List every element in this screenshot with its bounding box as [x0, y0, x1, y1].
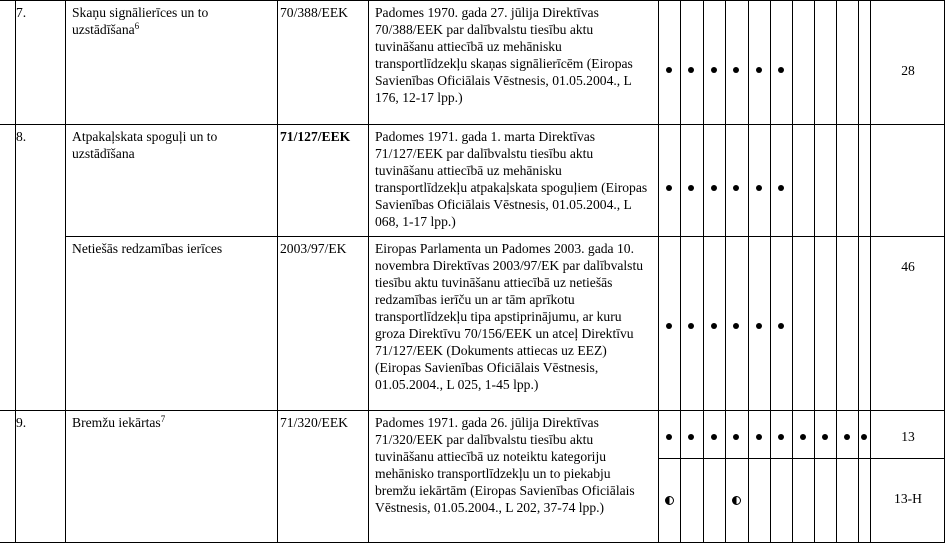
half-circle-icon	[732, 496, 741, 505]
filled-circle-icon	[733, 323, 739, 329]
column-border	[858, 0, 859, 543]
item-name-text: Skaņu signālierīces un to uzstādīšana	[72, 5, 209, 37]
directive-reference: 71/127/EEK	[280, 129, 351, 144]
filled-circle-icon	[800, 434, 806, 440]
row-number: 7.	[16, 5, 27, 20]
column-border	[368, 0, 369, 543]
filled-circle-icon	[822, 434, 828, 440]
filled-circle-icon	[756, 67, 762, 73]
filled-circle-icon	[711, 185, 717, 191]
filled-circle-icon	[666, 185, 672, 191]
item-name-text: Bremžu iekārtas	[72, 415, 161, 430]
page-number: 13	[901, 429, 915, 444]
filled-circle-icon	[666, 67, 672, 73]
row-number: 9.	[16, 415, 27, 430]
column-border	[814, 0, 815, 543]
filled-circle-icon	[711, 434, 717, 440]
column-border	[703, 0, 704, 543]
filled-circle-icon	[688, 67, 694, 73]
column-border	[277, 0, 278, 543]
filled-circle-icon	[711, 67, 717, 73]
row-border	[0, 0, 945, 1]
page-number: 13-H	[894, 491, 922, 506]
row-border	[0, 542, 945, 543]
column-border	[680, 0, 681, 543]
filled-circle-icon	[688, 185, 694, 191]
directive-title: Padomes 1970. gada 27. jūlija Direktīvas 70/388/EEK par dalībvalstu tiesību aktu tuvināšanu attiecībā uz mehānisku transportlīdzekļu skaņas signālierīcēm (Eiropas Savienības Oficiālais Vēstnesis, 01.05.2004., L 176, 12-17 lpp.)	[375, 5, 633, 105]
column-border	[836, 0, 837, 543]
filled-circle-icon	[733, 185, 739, 191]
row-border	[0, 124, 945, 125]
column-border	[65, 0, 66, 543]
item-name	[72, 4, 272, 38]
directive-reference: 2003/97/EK	[280, 241, 347, 256]
directive-title: Eiropas Parlamenta un Padomes 2003. gada 10. novembra Direktīvas 2003/97/EK par dalībvalstu tiesību aktu tuvināšanu attiecībā uz netiešās redzamības ierīču un ar tām aprīkotu transportlīdzekļu tipa apstiprinājumu, ar kuru groza Direktīvu 70/156/EEK un atceļ Direktīvu 71/127/EEK (Dokuments attiecas uz EEZ) (Eiropas Savienības Oficiālais Vēstnesis, 01.05.2004., L 025, 1-45 lpp.)	[375, 241, 644, 392]
item-name: Atpakaļskata spoguļi un to uzstādīšana	[72, 129, 218, 161]
column-border	[792, 0, 793, 543]
column-border	[770, 0, 771, 543]
footnote-marker: 7	[160, 414, 166, 424]
half-circle-icon	[665, 496, 674, 505]
directive-title: Padomes 1971. gada 1. marta Direktīvas 71/127/EEK par dalībvalstu tiesību aktu tuvināšanu attiecībā uz mehānisku transportlīdzekļu atpakaļskata spoguļiem (Eiropas Savienības Oficiālais Vēstnesis, 01.05.2004., L 068, 1-17 lpp.)	[375, 129, 648, 229]
filled-circle-icon	[778, 67, 784, 73]
column-border	[658, 0, 659, 543]
footnote-marker: 6	[134, 21, 140, 31]
filled-circle-icon	[778, 434, 784, 440]
filled-circle-icon	[666, 434, 672, 440]
column-border	[15, 0, 16, 543]
row-border	[65, 236, 945, 237]
filled-circle-icon	[733, 67, 739, 73]
filled-circle-icon	[756, 323, 762, 329]
column-border	[748, 0, 749, 543]
directive-reference: 71/320/EEK	[280, 415, 348, 430]
page-number: 46	[901, 259, 915, 274]
column-border	[725, 0, 726, 543]
item-name	[72, 414, 165, 431]
page-number: 28	[901, 63, 915, 78]
filled-circle-icon	[711, 323, 717, 329]
filled-circle-icon	[688, 434, 694, 440]
row-border	[0, 410, 945, 411]
row-border	[658, 458, 945, 459]
directive-title: Padomes 1971. gada 26. jūlija Direktīvas 71/320/EEK par dalībvalstu tiesību aktu tuvināšanu attiecībā uz noteiktu kategoriju mehānisko transportlīdzekļu un to piekabju bremžu iekārtām (Eiropas Savienības Oficiālais Vēstnesis, 01.05.2004., L 202, 37-74 lpp.)	[375, 415, 635, 515]
directive-reference: 70/388/EEK	[280, 5, 348, 20]
filled-circle-icon	[778, 185, 784, 191]
filled-circle-icon	[778, 323, 784, 329]
filled-circle-icon	[861, 434, 867, 440]
row-number: 8.	[16, 129, 27, 144]
filled-circle-icon	[844, 434, 850, 440]
filled-circle-icon	[666, 323, 672, 329]
filled-circle-icon	[733, 434, 739, 440]
filled-circle-icon	[756, 434, 762, 440]
item-name: Netiešās redzamības ierīces	[72, 241, 223, 256]
filled-circle-icon	[756, 185, 762, 191]
filled-circle-icon	[688, 323, 694, 329]
